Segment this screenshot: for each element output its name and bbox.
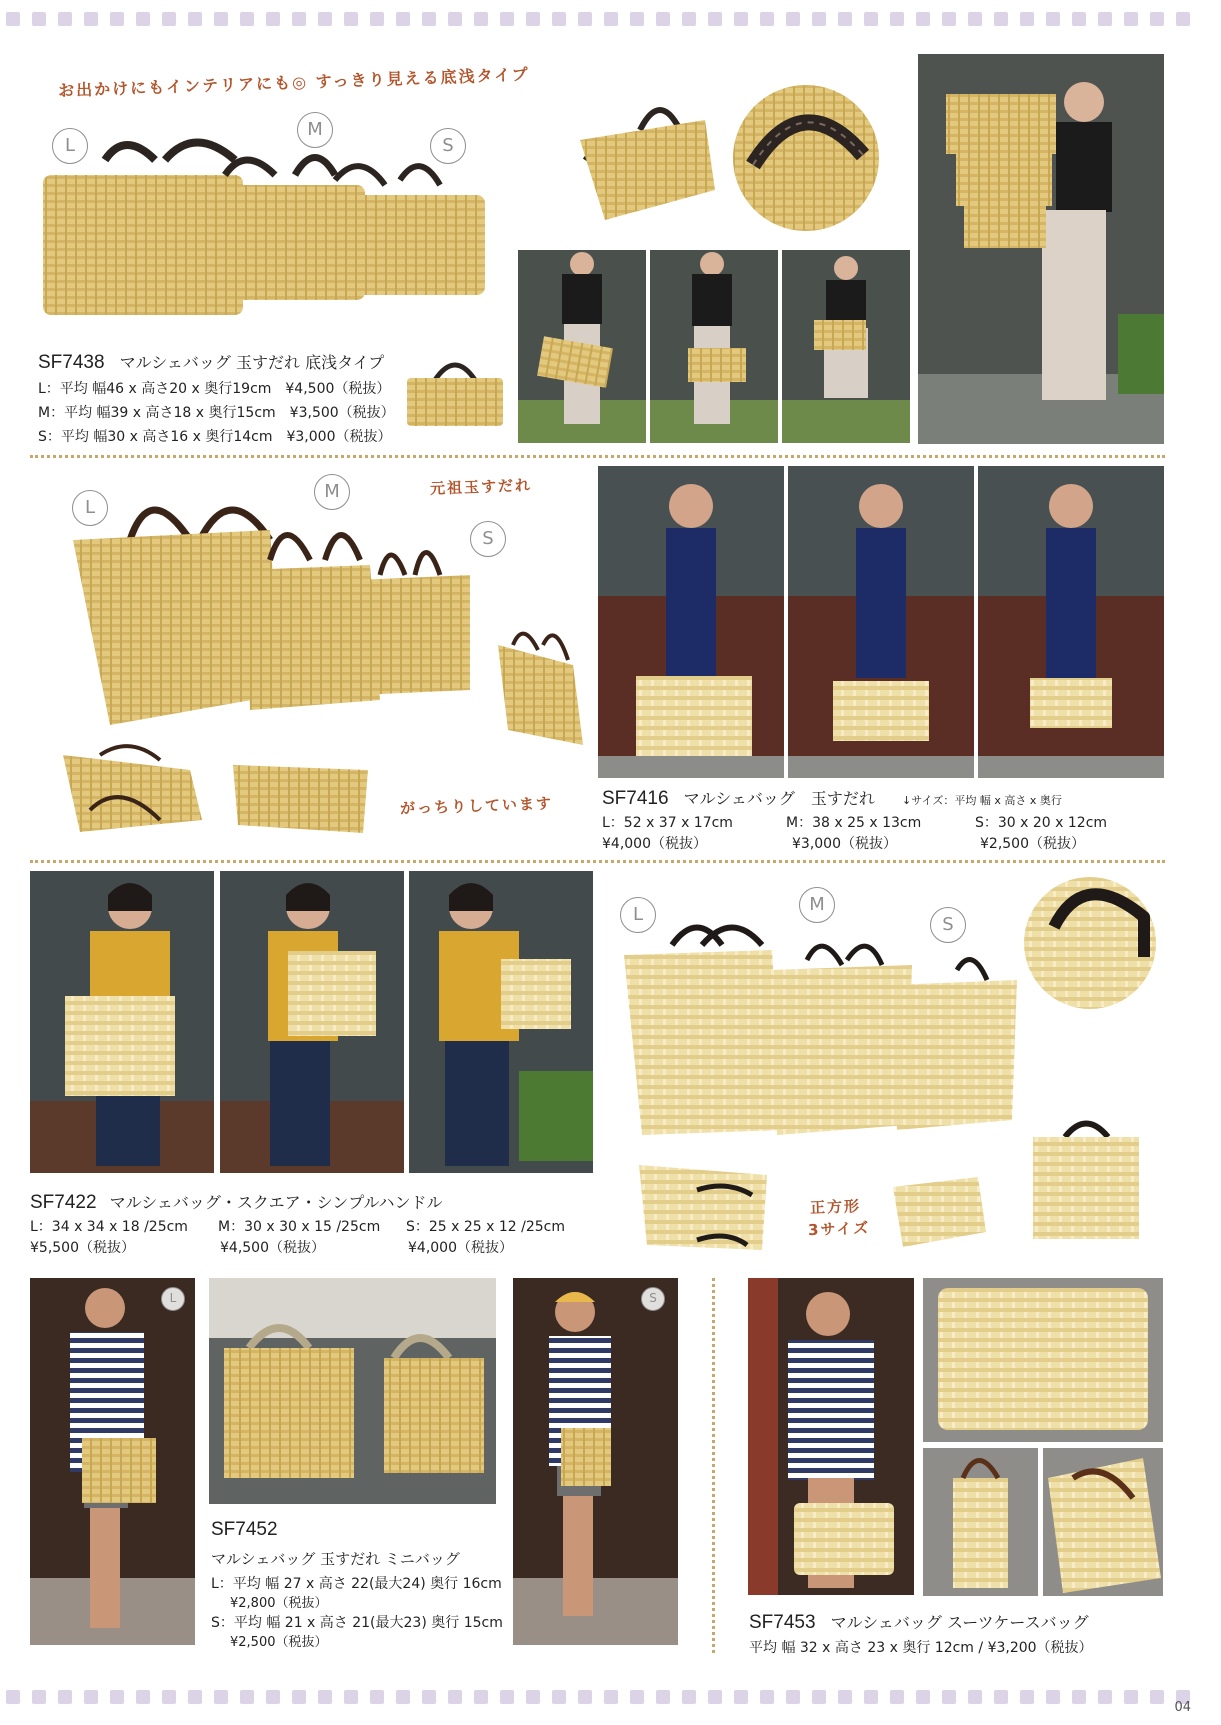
sf7438-title [38, 350, 384, 374]
sf7422-price-l: ¥5,500（税抜） [30, 1240, 135, 1256]
border-square [344, 12, 358, 26]
border-square [396, 1690, 410, 1704]
border-square [292, 12, 306, 26]
border-square [552, 1690, 566, 1704]
border-square [1176, 12, 1190, 26]
border-square [474, 1690, 488, 1704]
border-square [734, 1690, 748, 1704]
sf7416-model-photo-m [788, 466, 974, 778]
border-square [214, 12, 228, 26]
section3-tagline2: 3サイズ [807, 1218, 871, 1240]
sf7438-model-photo-3 [782, 250, 910, 443]
sf7452-sku: SF7452 [211, 1519, 278, 1540]
border-square [1098, 12, 1112, 26]
border-square [1098, 1690, 1112, 1704]
border-square [578, 12, 592, 26]
border-square [786, 12, 800, 26]
border-square [162, 12, 176, 26]
sf7453-front-photo [923, 1278, 1163, 1442]
section3-tagline: 正方形 [809, 1197, 862, 1217]
border-square [1046, 12, 1060, 26]
size-badge-l: L [52, 128, 88, 164]
border-square [630, 1690, 644, 1704]
border-square [136, 1690, 150, 1704]
border-square [942, 1690, 956, 1704]
sf7452-model-photo-s [513, 1278, 678, 1645]
sf7438-sku: SF7438 [38, 352, 105, 373]
sf7422-model-photo-m [220, 871, 404, 1173]
sf7452-size-s: S：平均 幅 21 x 高さ 21(最大23) 奥行 15cm [211, 1615, 503, 1631]
sf7416-product-photo [70, 480, 480, 730]
border-square [838, 1690, 852, 1704]
sf7422-bottom-photo [888, 1172, 988, 1250]
border-square [864, 1690, 878, 1704]
sf7452-product-photo [209, 1278, 496, 1504]
border-square [422, 1690, 436, 1704]
sf7453-name: マルシェバッグ スーツケースバッグ [830, 1613, 1089, 1632]
border-square [6, 12, 20, 26]
border-square [994, 1690, 1008, 1704]
sf7438-model-stack-photo [918, 54, 1164, 444]
border-square [500, 12, 514, 26]
bottom-border [0, 1686, 1221, 1708]
sf7438-size-s: S：平均 幅30 x 高さ16 x 奥行14cm ¥3,000（税抜） [38, 429, 392, 445]
sf7452-model-photo-l [30, 1278, 195, 1645]
border-square [448, 12, 462, 26]
border-square [58, 1690, 72, 1704]
sf7416-name: マルシェバッグ 玉すだれ [683, 789, 875, 808]
size-badge-s: S [641, 1287, 665, 1311]
sf7422-price-m: ¥4,500（税抜） [220, 1240, 325, 1256]
sf7416-title [602, 786, 1062, 810]
border-square [32, 1690, 46, 1704]
size-badge-l: L [72, 490, 108, 526]
size-badge-m: M [297, 112, 333, 148]
sf7422-product-photo [622, 905, 1022, 1145]
border-square [630, 12, 644, 26]
border-square [448, 1690, 462, 1704]
sf7453-sku: SF7453 [749, 1612, 816, 1633]
sf7422-model-photo-s [409, 871, 593, 1173]
border-square [422, 12, 436, 26]
border-square [240, 1690, 254, 1704]
border-square [1046, 1690, 1060, 1704]
sf7416-size-note: ↓サイズ：平均 幅 x 高さ x 奥行 [902, 794, 1062, 807]
sf7422-price-s: ¥4,000（税抜） [408, 1240, 513, 1256]
border-square [1072, 1690, 1086, 1704]
border-square [1072, 12, 1086, 26]
border-square [760, 12, 774, 26]
top-border [0, 8, 1221, 30]
sf7452-size-l: L：平均 幅 27 x 高さ 22(最大24) 奥行 16cm [211, 1576, 502, 1592]
border-square [318, 12, 332, 26]
border-square [968, 12, 982, 26]
border-square [266, 1690, 280, 1704]
sf7438-name: マルシェバッグ 玉すだれ 底浅タイプ [119, 353, 385, 372]
border-square [370, 1690, 384, 1704]
sf7453-title [749, 1610, 1089, 1634]
border-square [1150, 1690, 1164, 1704]
border-square [396, 12, 410, 26]
border-square [58, 12, 72, 26]
border-square [214, 1690, 228, 1704]
border-square [526, 12, 540, 26]
border-square [162, 1690, 176, 1704]
sf7416-price-l: ¥4,000（税抜） [602, 836, 707, 852]
border-square [136, 12, 150, 26]
border-square [994, 12, 1008, 26]
sf7453-open-photo [1043, 1448, 1163, 1596]
border-square [292, 1690, 306, 1704]
border-square [682, 1690, 696, 1704]
sf7422-name: マルシェバッグ・スクエア・シンプルハンドル [109, 1193, 443, 1212]
sf7438-angle-photo [575, 90, 715, 225]
section2-tagline: 元祖玉すだれ [429, 476, 533, 498]
border-square [240, 12, 254, 26]
sf7452-price-l: ¥2,800（税抜） [230, 1596, 328, 1611]
border-square [916, 12, 930, 26]
sf7438-small-bag-photo [405, 350, 505, 430]
border-square [864, 12, 878, 26]
size-badge-s: S [430, 128, 466, 164]
border-square [604, 1690, 618, 1704]
size-badge-m: M [799, 887, 835, 923]
border-square [1124, 1690, 1138, 1704]
border-square [84, 1690, 98, 1704]
border-square [526, 1690, 540, 1704]
border-square [6, 1690, 20, 1704]
size-badge-s: S [930, 907, 966, 943]
size-badge-s: S [470, 521, 506, 557]
border-square [968, 1690, 982, 1704]
border-square [552, 12, 566, 26]
border-square [812, 12, 826, 26]
border-square [32, 12, 46, 26]
border-square [1020, 1690, 1034, 1704]
sf7416-side-photo [228, 755, 373, 835]
sf7416-price-s: ¥2,500（税抜） [980, 836, 1085, 852]
border-square [682, 12, 696, 26]
sf7416-model-photo-l [598, 466, 784, 778]
sf7422-handle-closeup [1024, 877, 1156, 1009]
sf7416-model-photo-s [978, 466, 1164, 778]
divider-1 [30, 455, 1165, 458]
sf7422-inside-photo [637, 1160, 771, 1252]
border-square [890, 1690, 904, 1704]
sf7416-price-m: ¥3,000（税抜） [792, 836, 897, 852]
border-square [578, 1690, 592, 1704]
border-square [708, 12, 722, 26]
border-square [266, 12, 280, 26]
border-square [786, 1690, 800, 1704]
sf7438-size-m: M：平均 幅39 x 高さ18 x 奥行15cm ¥3,500（税抜） [38, 405, 395, 421]
sf7422-sku: SF7422 [30, 1192, 97, 1213]
border-square [188, 12, 202, 26]
sf7453-details: 平均 幅 32 x 高さ 23 x 奥行 12cm / ¥3,200（税抜） [749, 1640, 1093, 1656]
sf7422-size-s: S：25 x 25 x 12 /25cm [406, 1219, 566, 1235]
border-square [656, 1690, 670, 1704]
page-number: 04 [1174, 1700, 1191, 1715]
border-square [916, 1690, 930, 1704]
border-square [734, 12, 748, 26]
sf7438-size-l: L：平均 幅46 x 高さ20 x 奥行19cm ¥4,500（税抜） [38, 381, 391, 397]
sf7416-sku: SF7416 [602, 788, 669, 809]
border-square [110, 12, 124, 26]
sf7438-model-photo-2 [650, 250, 778, 443]
sf7422-size-l: L：34 x 34 x 18 /25cm [30, 1219, 188, 1235]
sf7422-title [30, 1190, 442, 1214]
border-square [370, 12, 384, 26]
border-square [188, 1690, 202, 1704]
sf7422-size-m: M：30 x 30 x 15 /25cm [218, 1219, 381, 1235]
border-square [656, 12, 670, 26]
sf7416-nested-photo [493, 625, 588, 755]
section1-tagline: お出かけにもインテリアにも◎ すっきり見える底浅タイプ [57, 64, 531, 101]
border-square [708, 1690, 722, 1704]
border-square [500, 1690, 514, 1704]
size-badge-l: L [161, 1287, 185, 1311]
border-square [812, 1690, 826, 1704]
border-square [604, 12, 618, 26]
sf7422-model-photo-l [30, 871, 214, 1173]
sf7438-handle-closeup [733, 85, 879, 231]
sf7416-size-m: M：38 x 25 x 13cm [786, 815, 922, 831]
border-square [1150, 12, 1164, 26]
border-square [890, 12, 904, 26]
border-square [474, 12, 488, 26]
border-square [110, 1690, 124, 1704]
border-square [344, 1690, 358, 1704]
sf7453-model-photo [748, 1278, 914, 1595]
border-square [760, 1690, 774, 1704]
divider-2 [30, 860, 1165, 863]
sf7438-model-photo-1 [518, 250, 646, 443]
border-square [838, 12, 852, 26]
sf7416-size-s: S：30 x 20 x 12cm [975, 815, 1108, 831]
sf7452-name: マルシェバッグ 玉すだれ ミニバッグ [211, 1550, 460, 1568]
sf7452-price-s: ¥2,500（税抜） [230, 1635, 328, 1650]
border-square [942, 12, 956, 26]
sf7416-size-l: L：52 x 37 x 17cm [602, 815, 733, 831]
border-square [1124, 12, 1138, 26]
border-square [84, 12, 98, 26]
divider-vertical [712, 1278, 715, 1653]
border-square [1020, 12, 1034, 26]
sf7416-topview-photo [60, 740, 205, 835]
section2-tagline2: がっちりしています [399, 794, 554, 818]
size-badge-m: M [314, 474, 350, 510]
size-badge-l: L [620, 897, 656, 933]
border-square [318, 1690, 332, 1704]
sf7453-side-photo [923, 1448, 1038, 1596]
sf7422-single-photo [1030, 1112, 1142, 1242]
